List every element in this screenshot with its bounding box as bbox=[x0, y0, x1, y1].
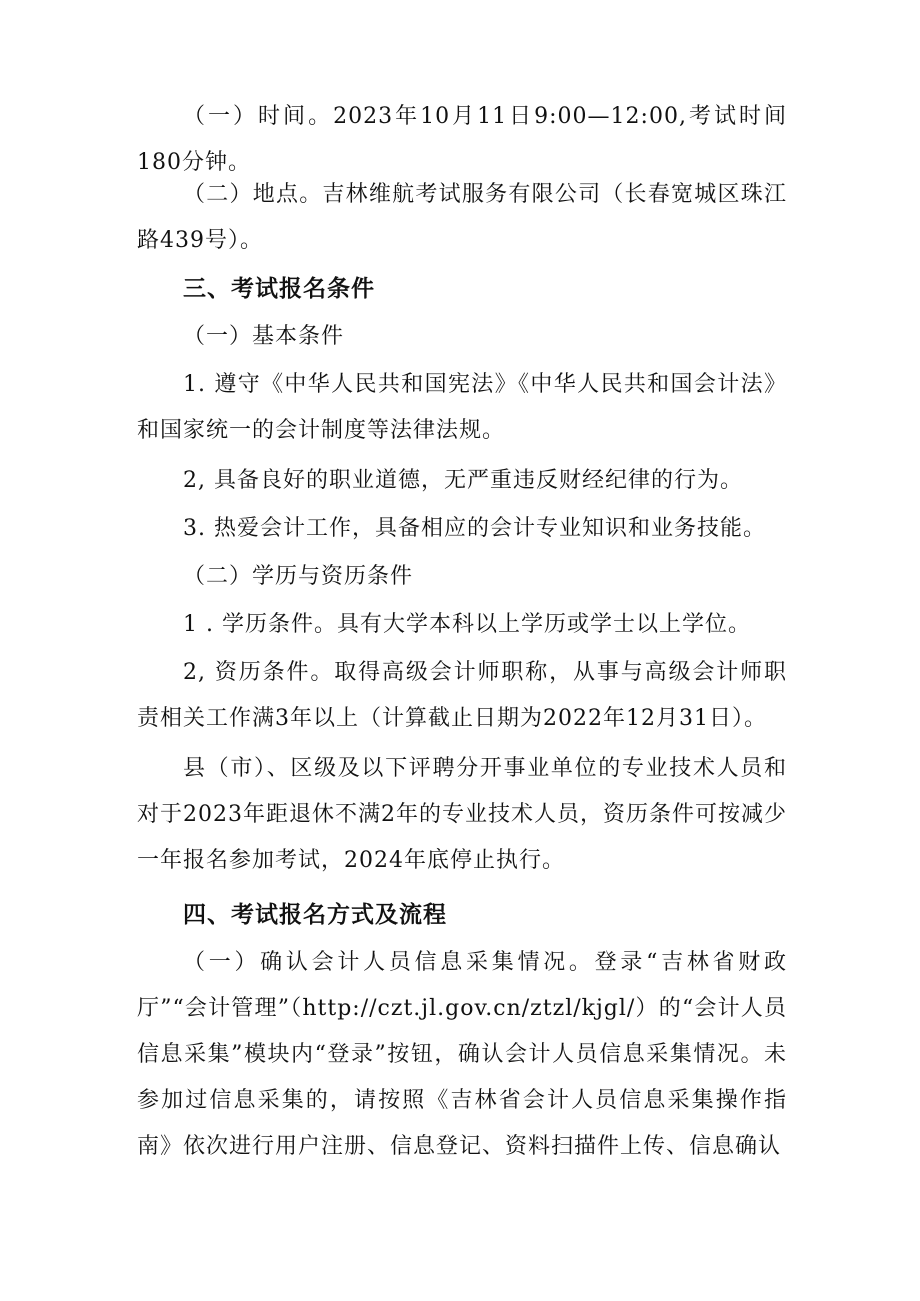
registration-step-1: （一）确认会计人员信息采集情况。登录“吉林省财政厅”“会计管理”（http://czt.jl.gov.cn/ztzl/kjgl/）的“会计人员信息采集”模块内“登录”按钮，确认会计人员信息采集情况。未参加过信息采集的，请按照《吉林省会计人员信息采集操作指南》依次进行用户注册、信息登记、资料扫描件上传、信息确认 bbox=[137, 950, 787, 1159]
education-condition-2: 2, 资历条件。取得高级会计师职称，从事与高级会计师职责相关工作满3年以上（计算截止日期为2022年12月31日）。 bbox=[137, 660, 787, 731]
basic-condition-3: 3. 热爱会计工作，具备相应的会计专业知识和业务技能。 bbox=[183, 516, 766, 541]
basic-condition-1: 1. 遵守《中华人民共和国宪法》《中华人民共和国会计法》和国家统一的会计制度等法律法规。 bbox=[137, 372, 787, 443]
subheading-basic-conditions: （一）基本条件 bbox=[183, 324, 345, 349]
section-heading-registration: 四、考试报名方式及流程 bbox=[183, 902, 447, 928]
exam-time-paragraph: （一）时间。2023年10月11日9:00—12:00,考试时间180分钟。 bbox=[137, 104, 787, 175]
exam-place-paragraph: （二）地点。吉林维航考试服务有限公司（长春宽城区珠江路439号）。 bbox=[137, 182, 787, 253]
subheading-education-conditions: （二）学历与资历条件 bbox=[183, 564, 414, 589]
section-heading-eligibility: 三、考试报名条件 bbox=[183, 276, 375, 302]
county-note-paragraph: 县（市）、区级及以下评聘分开事业单位的专业技术人员和对于2023年距退休不满2年的专业技术人员，资历条件可按减少一年报名参加考试，2024年底停止执行。 bbox=[137, 756, 787, 873]
education-condition-1: 1 . 学历条件。具有大学本科以上学历或学士以上学位。 bbox=[183, 612, 751, 637]
basic-condition-2: 2, 具备良好的职业道德，无严重违反财经纪律的行为。 bbox=[183, 468, 743, 493]
